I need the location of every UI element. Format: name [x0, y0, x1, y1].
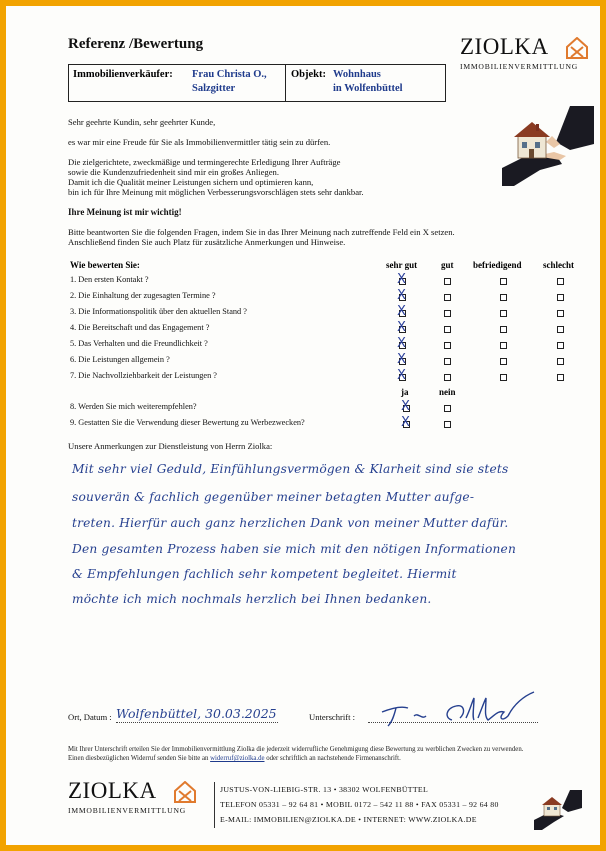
remark-line-4: Den gesamten Prozess haben sie mich mit den nötigen Informationen — [72, 542, 516, 556]
question-4: 4. Die Bereitschaft und das Engagement ? — [70, 323, 210, 332]
logo-wordmark-bottom: ZIOLKA — [68, 778, 157, 803]
intro-p2-2: sowie die Kundenzufriedenheit sind mir ein großes Anliegen. — [68, 167, 279, 177]
x-mark-q5: X — [397, 336, 406, 351]
checkbox-q6-gut[interactable] — [444, 358, 451, 365]
header-divider — [285, 65, 286, 101]
question-3: 3. Die Informationspolitik über den aktuellen Stand ? — [70, 307, 247, 316]
col-schlecht: schlecht — [543, 260, 574, 270]
ziolka-logo-top — [460, 34, 579, 71]
intro-line: es war mir eine Freude für Sie als Immobilienvermittler tätig sein zu dürfen. — [68, 137, 331, 147]
checkbox-q6-befriedigend[interactable] — [500, 358, 507, 365]
logo-wordmark: ZIOLKA — [460, 34, 549, 59]
remark-line-5: & Empfehlungen fachlich sehr kompetent begleitet. Hiermit — [72, 567, 457, 581]
col-befriedigend: befriedigend — [473, 260, 522, 270]
checkbox-q5-befriedigend[interactable] — [500, 342, 507, 349]
checkbox-q5-gut[interactable] — [444, 342, 451, 349]
question-8: 8. Werden Sie mich weiterempfehlen? — [70, 402, 197, 411]
seller-name-1: Frau Christa O., — [192, 69, 267, 80]
remark-line-3: treten. Hierfür auch ganz herzlichen Dank von meiner Mutter dafür. — [72, 516, 509, 530]
x-mark-q3: X — [397, 304, 406, 319]
x-mark-q9: X — [401, 415, 410, 430]
checkbox-q4-schlecht[interactable] — [557, 326, 564, 333]
checkbox-q4-befriedigend[interactable] — [500, 326, 507, 333]
question-7: 7. Die Nachvollziehbarkeit der Leistungen ? — [70, 371, 217, 380]
intro-p2-1: Die zielgerichtete, zweckmäßige und termingerechte Erledigung Ihrer Aufträge — [68, 157, 341, 167]
x-mark-q8: X — [401, 399, 410, 414]
intro-p3-1: Bitte beantworten Sie die folgenden Fragen, indem Sie in das Ihrer Meinung nach zutreffende Feld ein X setzen. — [68, 227, 455, 237]
remark-line-1: Mit sehr viel Geduld, Einfühlungsvermögen & Klarheit sind sie stets — [72, 462, 509, 476]
survey-heading: Wie bewerten Sie: — [70, 260, 140, 270]
referenz-page — [6, 6, 600, 845]
opinion-heading: Ihre Meinung ist mir wichtig! — [68, 207, 182, 217]
checkbox-q5-schlecht[interactable] — [557, 342, 564, 349]
checkbox-q3-gut[interactable] — [444, 310, 451, 317]
place-date-value: Wolfenbüttel, 30.03.2025 — [116, 706, 277, 721]
checkbox-q2-schlecht[interactable] — [557, 294, 564, 301]
greeting: Sehr geehrte Kundin, sehr geehrter Kunde, — [68, 117, 216, 127]
col-ja: ja — [401, 387, 409, 397]
consent-line-2-post: oder schriftlich an nachstehende Firmenanschrift. — [264, 755, 401, 762]
x-mark-q6: X — [397, 352, 406, 367]
ziolka-logo-bottom — [68, 778, 187, 815]
object-1: Wohnhaus — [333, 69, 381, 80]
house-logo-icon-bottom — [174, 781, 196, 803]
checkbox-q7-schlecht[interactable] — [557, 374, 564, 381]
footer-divider — [214, 782, 215, 828]
object-label: Objekt: — [291, 69, 326, 80]
x-mark-q2: X — [397, 288, 406, 303]
page-title: Referenz /Bewertung — [68, 36, 204, 52]
checkbox-q9-nein[interactable] — [444, 421, 451, 428]
address-line-3: E-MAIL: IMMOBILIEN@ZIOLKA.DE • INTERNET: WWW.ZIOLKA.DE — [220, 815, 477, 824]
checkbox-q3-befriedigend[interactable] — [500, 310, 507, 317]
checkbox-q2-befriedigend[interactable] — [500, 294, 507, 301]
checkbox-q1-befriedigend[interactable] — [500, 278, 507, 285]
place-date-line — [116, 722, 278, 723]
house-in-hands-image — [500, 106, 594, 190]
place-date-label: Ort, Datum : — [68, 712, 112, 722]
checkbox-q7-gut[interactable] — [444, 374, 451, 381]
remark-line-2: souverän & fachlich gegenüber meiner betagten Mutter aufge- — [72, 490, 475, 504]
widerruf-email-link[interactable]: widerruf@ziolka.de — [210, 755, 265, 762]
address-line-1: JUSTUS-VON-LIEBIG-STR. 13 • 38302 WOLFENBÜTTEL — [220, 785, 429, 794]
x-mark-q4: X — [397, 320, 406, 335]
checkbox-q1-schlecht[interactable] — [557, 278, 564, 285]
intro-p2-3: Damit ich die Qualität meiner Leistungen sichern und optimieren kann, — [68, 177, 314, 187]
intro-p2-4: bin ich für Ihre Meinung mit möglichen Verbesserungsvorschlägen stets sehr dankbar. — [68, 187, 364, 197]
checkbox-q8-nein[interactable] — [444, 405, 451, 412]
checkbox-q4-gut[interactable] — [444, 326, 451, 333]
question-1: 1. Den ersten Kontakt ? — [70, 275, 149, 284]
remark-line-6: möchte ich mich nochmals herzlich bei Ihnen bedanken. — [72, 592, 432, 606]
question-2: 2. Die Einhaltung der zugesagten Termine ? — [70, 291, 216, 300]
header-info-box — [68, 64, 446, 102]
consent-line-1: Mit Ihrer Unterschrift erteilen Sie der Immobilienvermittlung Ziolka die jederzeit widerrufliche Genehmigung diese Bewertung zu werblichen Zwecken zu verwenden. — [68, 746, 524, 753]
object-2: in Wolfenbüttel — [333, 83, 403, 94]
col-nein: nein — [439, 387, 456, 397]
intro-p3-2: Anschließend finden Sie auch Platz für zusätzliche Anmerkungen und Hinweise. — [68, 237, 346, 247]
remarks-label: Unsere Anmerkungen zur Dienstleistung von Herrn Ziolka: — [68, 441, 273, 451]
question-6: 6. Die Leistungen allgemein ? — [70, 355, 170, 364]
logo-subtitle: IMMOBILIENVERMITTLUNG — [460, 62, 579, 71]
checkbox-q2-gut[interactable] — [444, 294, 451, 301]
signature-label: Unterschrift : — [309, 712, 356, 722]
seller-label: Immobilienverkäufer: — [73, 69, 173, 80]
address-line-2: TELEFON 05331 – 92 64 81 • MOBIL 0172 – 542 11 88 • FAX 05331 – 92 64 80 — [220, 800, 499, 809]
consent-line-2 — [68, 755, 401, 762]
seller-name-2: Salzgitter — [192, 83, 236, 94]
consent-line-2-pre: Einen diesbezüglichen Widerruf senden Sie bitte an — [68, 755, 211, 762]
col-sehr-gut: sehr gut — [386, 260, 418, 270]
house-logo-icon — [566, 37, 588, 59]
question-9: 9. Gestatten Sie die Verwendung dieser Bewertung zu Werbezwecken? — [70, 418, 305, 427]
checkbox-q1-gut[interactable] — [444, 278, 451, 285]
checkbox-q3-schlecht[interactable] — [557, 310, 564, 317]
checkbox-q7-befriedigend[interactable] — [500, 374, 507, 381]
logo-subtitle-bottom: IMMOBILIENVERMITTLUNG — [68, 806, 187, 815]
question-5: 5. Das Verhalten und die Freundlichkeit ? — [70, 339, 208, 348]
col-gut: gut — [441, 260, 454, 270]
x-mark-q7: X — [397, 368, 406, 383]
x-mark-q1: X — [397, 272, 406, 287]
handwritten-signature — [374, 690, 544, 732]
house-in-hands-small-image — [534, 790, 582, 830]
checkbox-q6-schlecht[interactable] — [557, 358, 564, 365]
